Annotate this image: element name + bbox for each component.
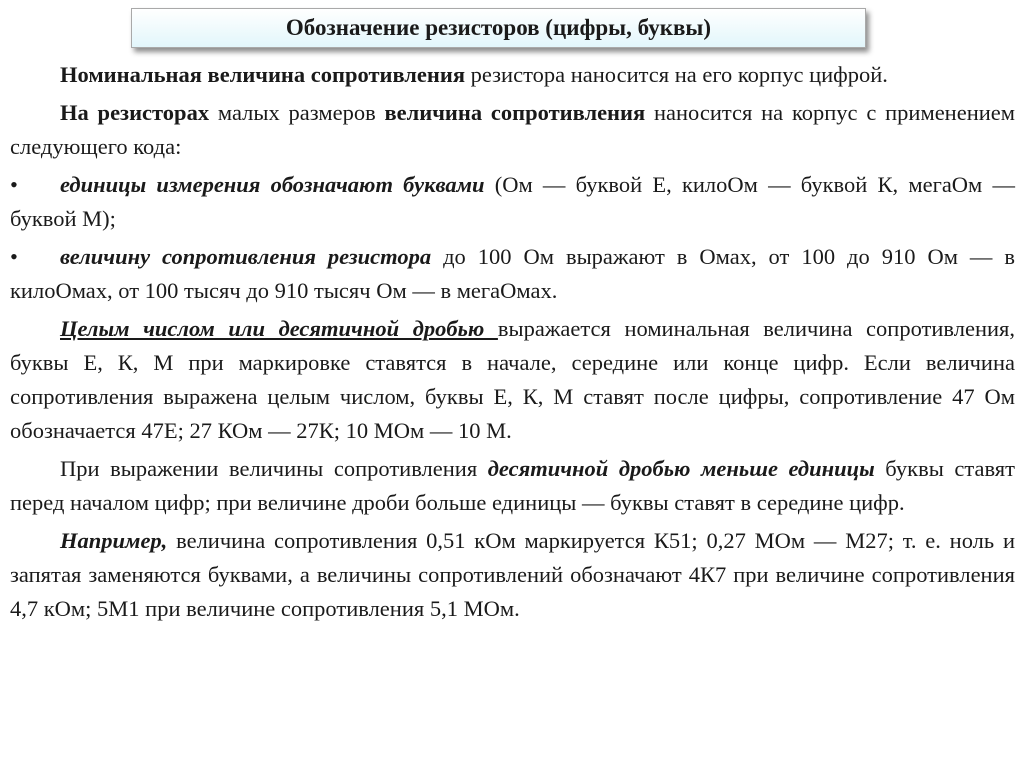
plain-text: величина сопротивления 0,51 кОм маркируется К51; 0,27 МОм — М27; т. е. ноль и запятая заменяются буквами, а величины сопротивлений обозначают 4К7 при величине сопротивления 4,7 кОм; 5М1 при величине сопротивления 5,1 МОм.: [10, 528, 1015, 621]
bullet-icon: •: [10, 172, 18, 197]
bullet-icon: •: [10, 244, 18, 269]
bold-italic-text: величину сопротивления резистора: [60, 244, 432, 269]
plain-text: (Ом — буквой Е, килоОм — буквой К, мегаОм — буквой М);: [10, 172, 1015, 231]
plain-text: При выражении величины сопротивления: [60, 456, 488, 481]
plain-text: выражается номинальная величина сопротивления, буквы Е, К, М при маркировке ставятся в начале, середине или конце цифр. Если величина сопротивления выражена целым числом, буквы Е, К, М ставят после цифры, сопротивление 47 Ом обозначается 47Е; 27 КОм — 27К; 10 МОм — 10 М.: [10, 316, 1015, 443]
bold-text: Номинальная величина сопротивления: [60, 62, 466, 87]
bullet-item-value: [10, 240, 1015, 308]
plain-text: буквы ставят перед началом цифр; при величине дроби больше единицы — буквы ставят в середине цифр.: [10, 456, 1015, 515]
bold-italic-text: десятичной дробью меньше единицы: [487, 456, 875, 481]
paragraph-decimal-fraction: [10, 452, 1015, 520]
plain-text: наносится на корпус с применением следующего кода:: [10, 100, 1016, 159]
plain-text: резистора наносится на его корпус цифрой.: [465, 62, 888, 87]
bold-italic-text: Например,: [60, 528, 168, 553]
slide-title-text: Обозначение резисторов (цифры, буквы): [285, 15, 712, 40]
plain-text: малых размеров: [209, 100, 385, 125]
paragraph-integer-or-fraction: [10, 312, 1015, 448]
bold-text: величина сопротивления: [384, 100, 646, 125]
plain-text: до 100 Ом выражают в Омах, от 100 до 910 Ом — в килоОмах, от 100 тысяч до 910 тысяч Ом — в мегаОмах.: [10, 244, 1016, 303]
paragraph-small-resistors: [10, 96, 1015, 164]
bold-text: На резисторах: [60, 100, 210, 125]
paragraph-example: [10, 524, 1015, 626]
slide-body: [10, 58, 1015, 630]
slide-title: [131, 8, 866, 48]
bold-italic-text: единицы измерения обозначают буквами: [60, 172, 485, 197]
paragraph-nominal-value: [10, 58, 1015, 92]
bold-italic-underlined-text: Целым числом или десятичной дробью: [60, 316, 498, 341]
bullet-item-units: [10, 168, 1015, 236]
